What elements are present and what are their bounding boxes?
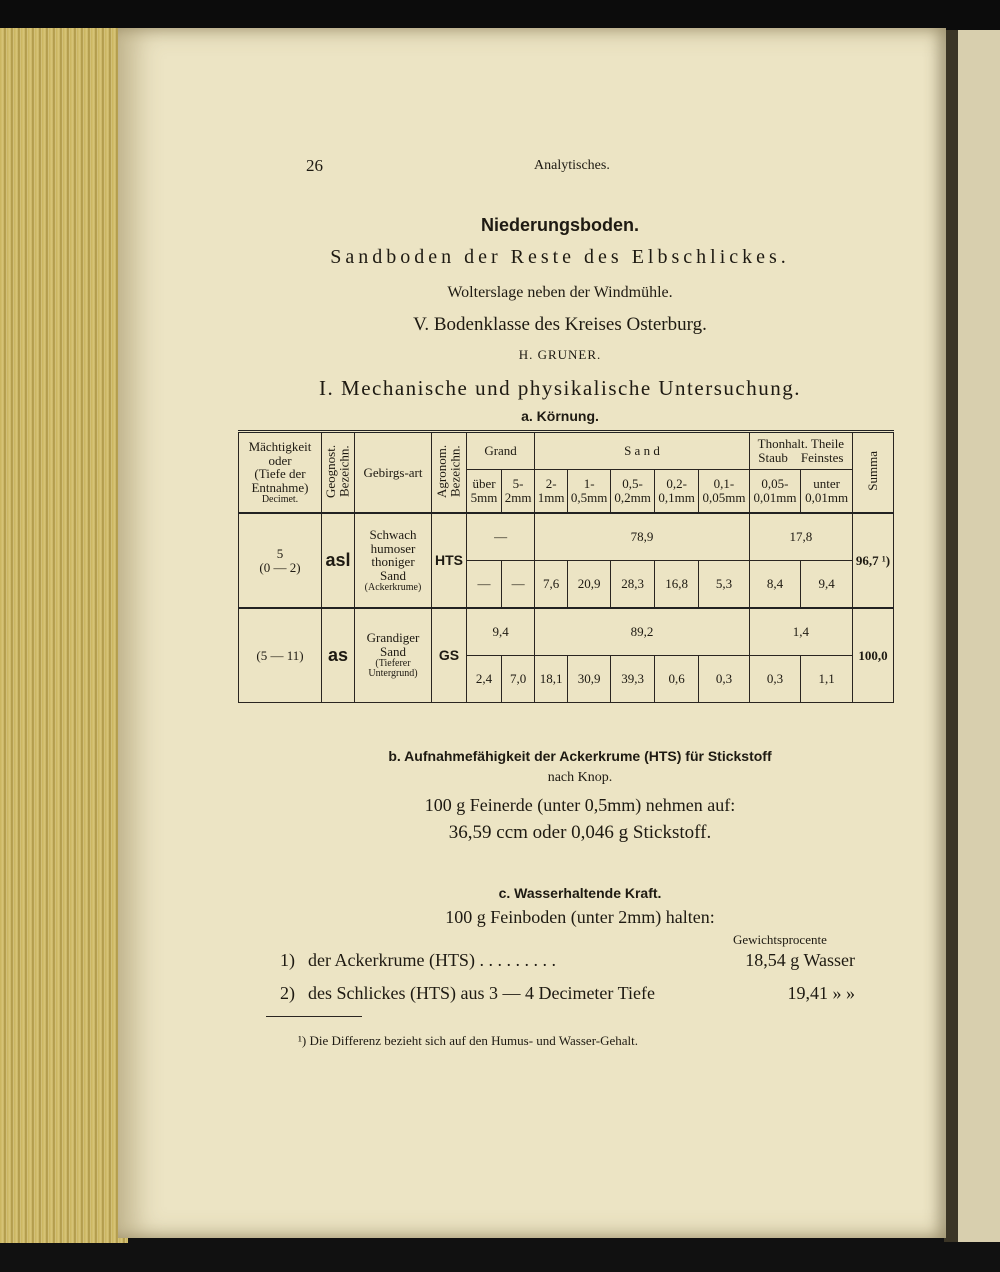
- section-c-title: c. Wasserhaltende Kraft.: [498, 885, 662, 901]
- value-cell: 18,1: [535, 656, 568, 703]
- footnote: ¹) Die Differenz bezieht sich auf den Humus- und Wasser-Gehalt.: [298, 1033, 638, 1048]
- thon-total: 17,8: [749, 513, 852, 561]
- value-cell: 2,4: [467, 656, 502, 703]
- depth-cell: 5 (0 — 2): [239, 513, 322, 608]
- value-cell: 28,3: [611, 561, 655, 609]
- header-summa: Summa: [853, 432, 894, 514]
- soil-type-heading: Niederungsboden.: [480, 215, 639, 235]
- soil-class: V. Bodenklasse des Kreises Osterburg.: [413, 314, 707, 335]
- subsection-a-title: a. Körnung.: [521, 408, 599, 424]
- sand-total: 89,2: [535, 608, 750, 656]
- value-cell: 30,9: [568, 656, 611, 703]
- header-staub: Staub: [758, 450, 788, 465]
- value-cell: 0,3: [699, 656, 750, 703]
- value-cell: 7,0: [502, 656, 535, 703]
- sub-header: über 5mm: [467, 470, 502, 514]
- depth-cell: (5 — 11): [239, 608, 322, 703]
- list-item: 1) der Ackerkrume (HTS) . . . . . . . . . 18,54 g Wasser: [280, 950, 855, 970]
- running-head: Analytisches.: [534, 158, 610, 173]
- header-sand: S a n d: [535, 432, 750, 470]
- table-row: [239, 608, 894, 656]
- value-cell: 1,1: [801, 656, 853, 703]
- value-cell: —: [502, 561, 535, 609]
- header-feinstes: Feinstes: [800, 450, 844, 465]
- sub-header: unter 0,01mm: [801, 470, 853, 514]
- header-gebirgsart: Gebirgs-art: [355, 432, 432, 514]
- gebirgsart-cell: Schwach humoser thoniger Sand (Ackerkrume): [355, 513, 432, 608]
- soil-description: Sandboden der Reste des Elbschlickes.: [330, 246, 790, 268]
- header-thon: Thonhalt. Theile Staub Feinstes: [749, 432, 852, 470]
- header-geognost: Geognost. Bezeichn.: [322, 432, 355, 514]
- grand-total: 9,4: [467, 608, 535, 656]
- thon-total: 1,4: [749, 608, 852, 656]
- header-grand: Grand: [467, 432, 535, 470]
- summa-value: 100,0: [853, 608, 894, 703]
- grain-size-table: [238, 430, 894, 703]
- page-gutter: [944, 30, 958, 1242]
- geognost-symbol: asl: [322, 513, 355, 608]
- value-cell: —: [467, 561, 502, 609]
- section-b-line1: 100 g Feinerde (unter 0,5mm) nehmen auf:: [424, 795, 736, 815]
- footnote-rule: [266, 1016, 362, 1017]
- value-cell: 0,3: [749, 656, 800, 703]
- sand-total: 78,9: [535, 513, 750, 561]
- list-item: 2) des Schlickes (HTS) aus 3 — 4 Decimeter Tiefe 19,41 » »: [280, 983, 855, 1003]
- value-cell: 16,8: [655, 561, 699, 609]
- author: H. GRUNER.: [518, 347, 602, 362]
- sub-header: 0,2-0,1mm: [655, 470, 699, 514]
- section-b-line2: 36,59 ccm oder 0,046 g Stickstoff.: [448, 822, 712, 843]
- table-row: [239, 513, 894, 561]
- sub-header: 1-0,5mm: [568, 470, 611, 514]
- sub-header: 5-2mm: [502, 470, 535, 514]
- page-number: 26: [306, 156, 323, 175]
- value-cell: 7,6: [535, 561, 568, 609]
- grand-total: —: [467, 513, 535, 561]
- value-cell: 8,4: [749, 561, 800, 609]
- sub-header: 0,05-0,01mm: [749, 470, 800, 514]
- geognost-symbol: as: [322, 608, 355, 703]
- value-cell: 9,4: [801, 561, 853, 609]
- header-depth: Mächtigkeit oder (Tiefe der Entnahme) Decimet.: [239, 432, 322, 514]
- value-cell: 5,3: [699, 561, 750, 609]
- value-cell: 39,3: [611, 656, 655, 703]
- gebirgsart-cell: Grandiger Sand (Tieferer Untergrund): [355, 608, 432, 703]
- section-title: I. Mechanische und physikalische Untersuchung.: [319, 376, 801, 400]
- column-label: Gewichtsprocente: [733, 932, 827, 947]
- header-agronom: Agronom. Bezeichn.: [432, 432, 467, 514]
- sub-header: 0,1-0,05mm: [699, 470, 750, 514]
- value-cell: 20,9: [568, 561, 611, 609]
- sub-header: 2-1mm: [535, 470, 568, 514]
- section-c-line1: 100 g Feinboden (unter 2mm) halten:: [445, 907, 715, 927]
- agronom-symbol: HTS: [432, 513, 467, 608]
- book-page-edges: [0, 28, 128, 1243]
- agronom-symbol: GS: [432, 608, 467, 703]
- section-b-title: b. Aufnahmefähigkeit der Ackerkrume (HTS) für Stickstoff: [388, 748, 772, 764]
- location: Wolterslage neben der Windmühle.: [447, 284, 673, 301]
- sub-header: 0,5-0,2mm: [611, 470, 655, 514]
- scan-top-border: [0, 0, 1000, 30]
- value-cell: 0,6: [655, 656, 699, 703]
- section-b-subtitle: nach Knop.: [547, 770, 613, 785]
- summa-value: 96,7 ¹): [853, 513, 894, 608]
